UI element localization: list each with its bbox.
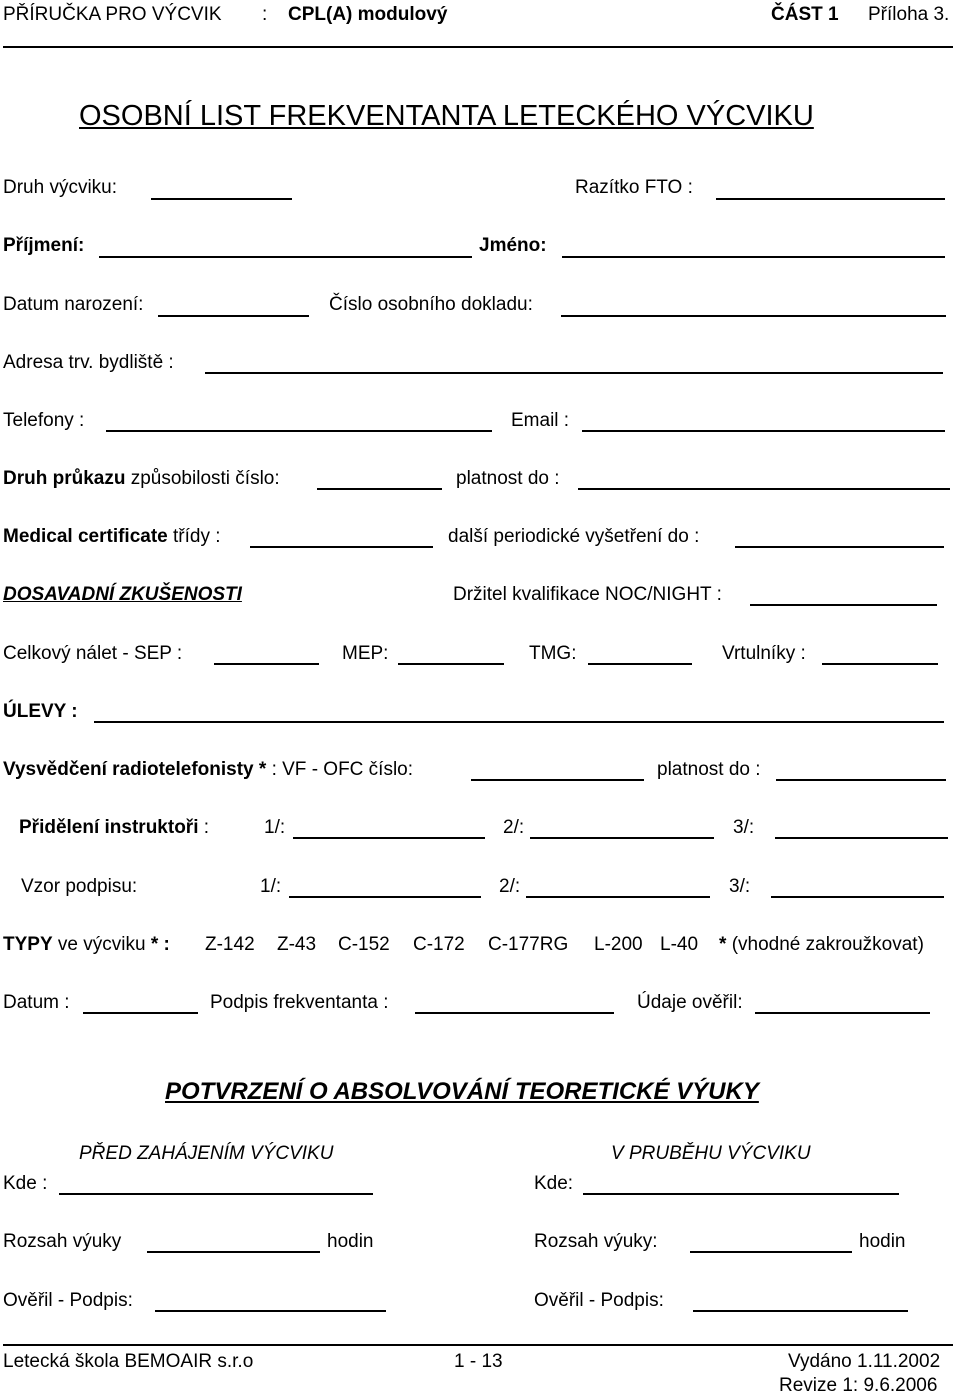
label-email: Email : bbox=[511, 410, 570, 431]
drzitel-noc-field[interactable] bbox=[750, 604, 937, 606]
type-option-z43[interactable]: Z-43 bbox=[277, 934, 317, 955]
podpis-3-field[interactable] bbox=[771, 896, 944, 898]
label-prideleni-instruktori bbox=[19, 817, 209, 839]
label-dalsi-vysetreni: další periodické vyšetření do : bbox=[448, 526, 700, 547]
label-podpis-frekventanta: Podpis frekventanta : bbox=[210, 992, 389, 1013]
label-rozsah-right: Rozsah výuky: bbox=[534, 1231, 658, 1252]
label-druh-prukazu bbox=[3, 468, 280, 490]
header-annex: Příloha 3. bbox=[868, 4, 950, 25]
label-typy bbox=[3, 934, 170, 956]
label-medical-bold: Medical certificate bbox=[3, 526, 168, 547]
footer-page-number: 1 - 13 bbox=[454, 1351, 503, 1372]
instruktor-3-field[interactable] bbox=[775, 837, 948, 839]
udaje-overil-field[interactable] bbox=[755, 1012, 930, 1014]
label-instruktor-3: 3/: bbox=[733, 817, 755, 838]
typy-note-text: (vhodné zakroužkovat) bbox=[731, 934, 924, 955]
podpis-1-field[interactable] bbox=[289, 896, 481, 898]
label-kde-left: Kde : bbox=[3, 1173, 48, 1194]
label-datum: Datum : bbox=[3, 992, 70, 1013]
heading-during-training: V PRUBĚHU VÝCVIKU bbox=[611, 1143, 811, 1164]
label-vysvedceni-bold: Vysvědčení radiotelefonisty * bbox=[3, 759, 267, 780]
overil-left-field[interactable] bbox=[155, 1310, 386, 1312]
label-telefony: Telefony : bbox=[3, 410, 85, 431]
ulevy-field[interactable] bbox=[94, 721, 944, 723]
cislo-dokladu-field[interactable] bbox=[561, 315, 946, 317]
footer-rule bbox=[3, 1344, 953, 1346]
label-ulevy: ÚLEVY : bbox=[3, 701, 78, 722]
type-option-c177rg[interactable]: C-177RG bbox=[488, 934, 569, 955]
label-rozsah-left: Rozsah výuky bbox=[3, 1231, 122, 1252]
adresa-field[interactable] bbox=[205, 372, 943, 374]
label-podpis-2: 2/: bbox=[499, 876, 521, 897]
label-tmg: TMG: bbox=[529, 643, 577, 664]
label-platnost-do: platnost do : bbox=[456, 468, 560, 489]
prijmeni-field[interactable] bbox=[99, 256, 472, 258]
label-celkovy-nalet: Celkový nálet - SEP : bbox=[3, 643, 183, 664]
rozsah-left-field[interactable] bbox=[147, 1251, 320, 1253]
type-option-l200[interactable]: L-200 bbox=[594, 934, 643, 955]
header-part: ČÁST 1 bbox=[771, 4, 839, 25]
kde-left-field[interactable] bbox=[59, 1193, 373, 1195]
sep-field[interactable] bbox=[214, 663, 319, 665]
label-kde-right: Kde: bbox=[534, 1173, 574, 1194]
header-course: CPL(A) modulový bbox=[288, 4, 448, 25]
jmeno-field[interactable] bbox=[562, 256, 945, 258]
label-instruktor-2: 2/: bbox=[503, 817, 525, 838]
label-razitko: Razítko FTO : bbox=[575, 177, 693, 198]
heading-before-training: PŘED ZAHÁJENÍM VÝCVIKU bbox=[79, 1143, 334, 1164]
label-podpis-1: 1/: bbox=[260, 876, 282, 897]
vrtulniky-field[interactable] bbox=[822, 663, 938, 665]
header-rule bbox=[3, 46, 953, 48]
type-option-z142[interactable]: Z-142 bbox=[205, 934, 255, 955]
datum-narozeni-field[interactable] bbox=[158, 315, 309, 317]
label-datum-narozeni: Datum narození: bbox=[3, 294, 144, 315]
type-option-l40[interactable]: L-40 bbox=[660, 934, 699, 955]
vysvedceni-cislo-field[interactable] bbox=[471, 779, 644, 781]
footer-revision: Revize 1: 9.6.2006 bbox=[779, 1375, 938, 1396]
razitko-field[interactable] bbox=[716, 198, 945, 200]
section-dosavadni-zkusenosti: DOSAVADNÍ ZKUŠENOSTI bbox=[3, 584, 242, 605]
telefony-field[interactable] bbox=[106, 430, 492, 432]
label-overil-right: Ověřil - Podpis: bbox=[534, 1290, 664, 1311]
label-vysvedceni-rest: : VF - OFC číslo: bbox=[271, 759, 414, 780]
datum-field[interactable] bbox=[83, 1012, 198, 1014]
header-manual-title: PŘÍRUČKA PRO VÝCVIK bbox=[3, 4, 222, 25]
label-mep: MEP: bbox=[342, 643, 389, 664]
footer-issued: Vydáno 1.11.2002 bbox=[788, 1351, 941, 1372]
typy-note-star: * bbox=[719, 934, 727, 955]
label-vzor-podpisu: Vzor podpisu: bbox=[21, 876, 138, 897]
label-instruktor-1: 1/: bbox=[264, 817, 286, 838]
overil-right-field[interactable] bbox=[693, 1310, 908, 1312]
footer-school: Letecká škola BEMOAIR s.r.o bbox=[3, 1351, 254, 1372]
label-druh-prukazu-bold: Druh průkazu bbox=[3, 468, 126, 489]
podpis-2-field[interactable] bbox=[526, 896, 710, 898]
druh-vycviku-field[interactable] bbox=[151, 198, 292, 200]
label-jmeno: Jméno: bbox=[479, 235, 547, 256]
section-title-theory: POTVRZENÍ O ABSOLVOVÁNÍ TEORETICKÉ VÝUKY bbox=[165, 1078, 759, 1105]
druh-prukazu-field[interactable] bbox=[317, 488, 442, 490]
label-hodin-left: hodin bbox=[327, 1231, 374, 1252]
label-prijmeni: Příjmení: bbox=[3, 235, 85, 256]
label-prideleni-bold: Přidělení instruktoři bbox=[19, 817, 199, 838]
label-adresa: Adresa trv. bydliště : bbox=[3, 352, 174, 373]
email-field[interactable] bbox=[582, 430, 945, 432]
type-option-c172[interactable]: C-172 bbox=[413, 934, 465, 955]
kde-right-field[interactable] bbox=[583, 1193, 899, 1195]
podpis-frekventanta-field[interactable] bbox=[415, 1012, 614, 1014]
type-option-c152[interactable]: C-152 bbox=[338, 934, 390, 955]
label-typy-star: * : bbox=[150, 934, 170, 955]
mep-field[interactable] bbox=[398, 663, 504, 665]
header-separator: : bbox=[262, 4, 268, 25]
label-drzitel-noc: Držitel kvalifikace NOC/NIGHT : bbox=[453, 584, 722, 605]
page-title: OSOBNÍ LIST FREKVENTANTA LETECKÉHO VÝCVIKU bbox=[79, 100, 814, 132]
label-podpis-3: 3/: bbox=[729, 876, 751, 897]
label-druh-vycviku: Druh výcviku: bbox=[3, 177, 118, 198]
platnost-do-field[interactable] bbox=[578, 488, 950, 490]
label-hodin-right: hodin bbox=[859, 1231, 906, 1252]
label-druh-prukazu-rest: způsobilosti číslo: bbox=[130, 468, 280, 489]
label-medical bbox=[3, 526, 221, 548]
instruktor-1-field[interactable] bbox=[293, 837, 485, 839]
dalsi-vysetreni-field[interactable] bbox=[735, 546, 944, 548]
label-typy-bold: TYPY bbox=[3, 934, 53, 955]
vysvedceni-platnost-field[interactable] bbox=[776, 779, 946, 781]
label-prideleni-rest: : bbox=[203, 817, 210, 838]
label-vysvedceni bbox=[3, 759, 413, 781]
label-udaje-overil: Údaje ověřil: bbox=[637, 992, 743, 1013]
label-platnost-do-2: platnost do : bbox=[657, 759, 761, 780]
label-typy-rest: ve výcviku bbox=[57, 934, 146, 955]
typy-note bbox=[719, 934, 924, 956]
label-medical-rest: třídy : bbox=[173, 526, 221, 547]
medical-tridy-field[interactable] bbox=[250, 546, 433, 548]
instruktor-2-field[interactable] bbox=[530, 837, 714, 839]
rozsah-right-field[interactable] bbox=[690, 1251, 852, 1253]
label-overil-left: Ověřil - Podpis: bbox=[3, 1290, 133, 1311]
label-cislo-dokladu: Číslo osobního dokladu: bbox=[329, 294, 533, 315]
label-vrtulniky: Vrtulníky : bbox=[722, 643, 806, 664]
tmg-field[interactable] bbox=[588, 663, 692, 665]
